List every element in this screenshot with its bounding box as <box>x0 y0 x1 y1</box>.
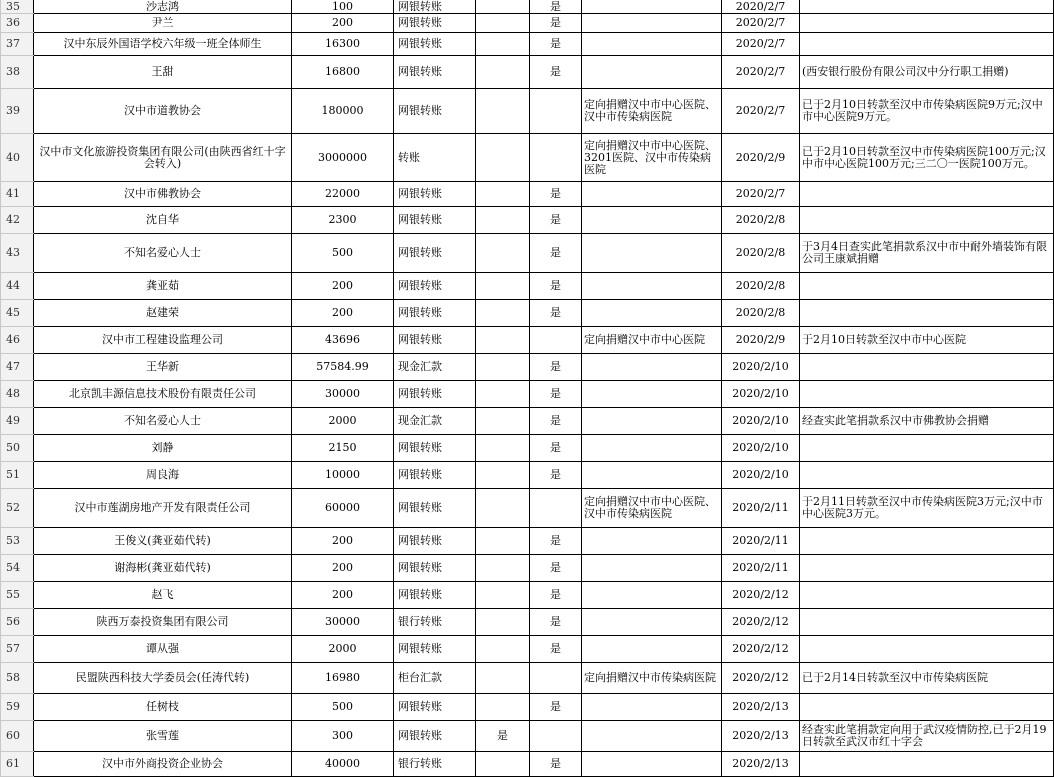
row-number[interactable]: 50 <box>1 435 34 462</box>
cell-method[interactable]: 网银转账 <box>394 182 476 207</box>
row-number[interactable]: 38 <box>1 56 34 89</box>
cell-method[interactable]: 网银转账 <box>394 0 476 14</box>
cell-mark-a[interactable] <box>476 381 530 408</box>
cell-amount[interactable]: 300 <box>292 721 394 752</box>
cell-note[interactable]: 已于2月14日转款至汉中市传染病医院 <box>800 663 1054 694</box>
cell-note[interactable] <box>800 752 1054 777</box>
cell-donor[interactable]: 汉中东辰外国语学校六年级一班全体师生 <box>34 33 292 56</box>
cell-method[interactable]: 网银转账 <box>394 555 476 582</box>
cell-date[interactable]: 2020/2/10 <box>722 354 800 381</box>
row-number[interactable]: 48 <box>1 381 34 408</box>
cell-donor[interactable]: 汉中市外商投资企业协会 <box>34 752 292 777</box>
cell-mark-b[interactable]: 是 <box>530 435 582 462</box>
cell-mark-b[interactable]: 是 <box>530 582 582 609</box>
cell-method[interactable]: 网银转账 <box>394 381 476 408</box>
cell-date[interactable]: 2020/2/13 <box>722 721 800 752</box>
cell-note[interactable] <box>800 528 1054 555</box>
cell-purpose[interactable] <box>582 435 722 462</box>
cell-mark-a[interactable] <box>476 609 530 636</box>
cell-donor[interactable]: 不知名爱心人士 <box>34 234 292 273</box>
row-number[interactable]: 51 <box>1 462 34 489</box>
cell-date[interactable]: 2020/2/7 <box>722 14 800 33</box>
cell-purpose[interactable]: 定向捐赠汉中市传染病医院 <box>582 663 722 694</box>
cell-mark-b[interactable] <box>530 89 582 134</box>
cell-note[interactable] <box>800 0 1054 14</box>
cell-method[interactable]: 网银转账 <box>394 327 476 354</box>
cell-method[interactable]: 网银转账 <box>394 435 476 462</box>
cell-mark-b[interactable] <box>530 134 582 182</box>
cell-mark-b[interactable]: 是 <box>530 33 582 56</box>
row-number[interactable]: 35 <box>1 0 34 14</box>
cell-note[interactable] <box>800 354 1054 381</box>
row-number[interactable]: 55 <box>1 582 34 609</box>
cell-mark-b[interactable]: 是 <box>530 354 582 381</box>
cell-donor[interactable]: 王俊义(龚亚茹代转) <box>34 528 292 555</box>
cell-date[interactable]: 2020/2/11 <box>722 528 800 555</box>
cell-date[interactable]: 2020/2/8 <box>722 273 800 300</box>
cell-donor[interactable]: 龚亚茹 <box>34 273 292 300</box>
cell-mark-a[interactable] <box>476 489 530 528</box>
cell-amount[interactable]: 57584.99 <box>292 354 394 381</box>
cell-method[interactable]: 网银转账 <box>394 56 476 89</box>
cell-amount[interactable]: 3000000 <box>292 134 394 182</box>
row-number[interactable]: 56 <box>1 609 34 636</box>
cell-donor[interactable]: 刘静 <box>34 435 292 462</box>
cell-date[interactable]: 2020/2/9 <box>722 134 800 182</box>
table-row[interactable] <box>1 0 1054 14</box>
cell-method[interactable]: 网银转账 <box>394 694 476 721</box>
cell-date[interactable]: 2020/2/7 <box>722 0 800 14</box>
cell-amount[interactable]: 500 <box>292 234 394 273</box>
cell-mark-a[interactable] <box>476 273 530 300</box>
cell-mark-b[interactable]: 是 <box>530 207 582 234</box>
cell-note[interactable] <box>800 207 1054 234</box>
cell-donor[interactable]: 赵飞 <box>34 582 292 609</box>
cell-date[interactable]: 2020/2/8 <box>722 300 800 327</box>
cell-mark-b[interactable]: 是 <box>530 0 582 14</box>
table-row[interactable] <box>1 14 1054 33</box>
cell-amount[interactable]: 200 <box>292 528 394 555</box>
cell-method[interactable]: 网银转账 <box>394 489 476 528</box>
cell-mark-b[interactable] <box>530 721 582 752</box>
cell-mark-b[interactable] <box>530 489 582 528</box>
cell-date[interactable]: 2020/2/10 <box>722 408 800 435</box>
cell-date[interactable]: 2020/2/10 <box>722 381 800 408</box>
cell-method[interactable]: 现金汇款 <box>394 408 476 435</box>
cell-note[interactable]: (西安银行股份有限公司汉中分行职工捐赠) <box>800 56 1054 89</box>
cell-mark-b[interactable]: 是 <box>530 234 582 273</box>
cell-mark-b[interactable] <box>530 663 582 694</box>
row-number[interactable]: 45 <box>1 300 34 327</box>
cell-mark-b[interactable]: 是 <box>530 300 582 327</box>
cell-mark-a[interactable] <box>476 182 530 207</box>
cell-purpose[interactable] <box>582 462 722 489</box>
cell-amount[interactable]: 30000 <box>292 609 394 636</box>
cell-method[interactable]: 网银转账 <box>394 234 476 273</box>
cell-mark-b[interactable]: 是 <box>530 14 582 33</box>
cell-purpose[interactable] <box>582 609 722 636</box>
row-number[interactable]: 42 <box>1 207 34 234</box>
cell-mark-a[interactable] <box>476 300 530 327</box>
row-number[interactable]: 40 <box>1 134 34 182</box>
cell-amount[interactable]: 16980 <box>292 663 394 694</box>
table-row[interactable] <box>1 663 1054 694</box>
cell-mark-a[interactable] <box>476 207 530 234</box>
cell-purpose[interactable] <box>582 354 722 381</box>
table-row[interactable] <box>1 582 1054 609</box>
row-number[interactable]: 49 <box>1 408 34 435</box>
cell-donor[interactable]: 任树枝 <box>34 694 292 721</box>
cell-date[interactable]: 2020/2/12 <box>722 663 800 694</box>
cell-donor[interactable]: 北京凯丰源信息技术股份有限责任公司 <box>34 381 292 408</box>
cell-date[interactable]: 2020/2/8 <box>722 207 800 234</box>
cell-amount[interactable]: 500 <box>292 694 394 721</box>
table-row[interactable] <box>1 207 1054 234</box>
cell-donor[interactable]: 民盟陕西科技大学委员会(任涛代转) <box>34 663 292 694</box>
cell-method[interactable]: 现金汇款 <box>394 354 476 381</box>
cell-mark-b[interactable]: 是 <box>530 528 582 555</box>
cell-date[interactable]: 2020/2/13 <box>722 752 800 777</box>
cell-method[interactable]: 网银转账 <box>394 636 476 663</box>
cell-purpose[interactable] <box>582 273 722 300</box>
cell-method[interactable]: 网银转账 <box>394 207 476 234</box>
cell-amount[interactable]: 2000 <box>292 636 394 663</box>
row-number[interactable]: 47 <box>1 354 34 381</box>
cell-note[interactable] <box>800 381 1054 408</box>
cell-purpose[interactable]: 定向捐赠汉中市中心医院、汉中市传染病医院 <box>582 489 722 528</box>
table-body <box>1 0 1054 777</box>
table-row[interactable] <box>1 609 1054 636</box>
cell-mark-b[interactable]: 是 <box>530 609 582 636</box>
row-number[interactable]: 46 <box>1 327 34 354</box>
table-row[interactable] <box>1 327 1054 354</box>
table-row[interactable] <box>1 381 1054 408</box>
cell-method[interactable]: 转账 <box>394 134 476 182</box>
cell-mark-a[interactable] <box>476 89 530 134</box>
cell-amount[interactable]: 2300 <box>292 207 394 234</box>
cell-date[interactable]: 2020/2/10 <box>722 462 800 489</box>
cell-amount[interactable]: 16300 <box>292 33 394 56</box>
table-row[interactable] <box>1 555 1054 582</box>
table-row[interactable] <box>1 528 1054 555</box>
cell-date[interactable]: 2020/2/11 <box>722 489 800 528</box>
row-number[interactable]: 39 <box>1 89 34 134</box>
cell-amount[interactable]: 30000 <box>292 381 394 408</box>
cell-purpose[interactable] <box>582 300 722 327</box>
cell-mark-b[interactable]: 是 <box>530 56 582 89</box>
row-number[interactable]: 60 <box>1 721 34 752</box>
table-row[interactable] <box>1 354 1054 381</box>
cell-mark-b[interactable]: 是 <box>530 381 582 408</box>
row-number[interactable]: 44 <box>1 273 34 300</box>
table-row[interactable] <box>1 234 1054 273</box>
cell-method[interactable]: 银行转账 <box>394 752 476 777</box>
cell-purpose[interactable] <box>582 56 722 89</box>
cell-donor[interactable]: 沙志鸿 <box>34 0 292 14</box>
cell-amount[interactable]: 43696 <box>292 327 394 354</box>
cell-method[interactable]: 柜台汇款 <box>394 663 476 694</box>
cell-method[interactable]: 银行转账 <box>394 609 476 636</box>
cell-purpose[interactable]: 定向捐赠汉中市中心医院 <box>582 327 722 354</box>
cell-mark-b[interactable]: 是 <box>530 555 582 582</box>
cell-note[interactable] <box>800 182 1054 207</box>
cell-mark-a[interactable] <box>476 528 530 555</box>
row-number[interactable]: 53 <box>1 528 34 555</box>
cell-purpose[interactable] <box>582 636 722 663</box>
cell-note[interactable]: 已于2月10日转款至汉中市传染病医院100万元;汉中市中心医院100万元;三二〇一医院100万元。 <box>800 134 1054 182</box>
cell-mark-a[interactable] <box>476 435 530 462</box>
cell-note[interactable]: 于2月11日转款至汉中市传染病医院3万元;汉中市中心医院3万元。 <box>800 489 1054 528</box>
cell-donor[interactable]: 赵建荣 <box>34 300 292 327</box>
cell-date[interactable]: 2020/2/7 <box>722 33 800 56</box>
cell-note[interactable] <box>800 609 1054 636</box>
cell-donor[interactable]: 王甜 <box>34 56 292 89</box>
table-row[interactable] <box>1 489 1054 528</box>
cell-method[interactable]: 网银转账 <box>394 462 476 489</box>
cell-date[interactable]: 2020/2/12 <box>722 582 800 609</box>
cell-mark-a[interactable] <box>476 555 530 582</box>
cell-donor[interactable]: 汉中市佛教协会 <box>34 182 292 207</box>
table-row[interactable] <box>1 134 1054 182</box>
cell-amount[interactable]: 200 <box>292 273 394 300</box>
cell-mark-a[interactable] <box>476 134 530 182</box>
cell-note[interactable] <box>800 435 1054 462</box>
table-row[interactable] <box>1 636 1054 663</box>
table-row[interactable] <box>1 300 1054 327</box>
cell-amount[interactable]: 200 <box>292 14 394 33</box>
cell-purpose[interactable] <box>582 33 722 56</box>
cell-purpose[interactable] <box>582 381 722 408</box>
cell-mark-b[interactable]: 是 <box>530 636 582 663</box>
cell-mark-a[interactable] <box>476 752 530 777</box>
table-row[interactable] <box>1 435 1054 462</box>
cell-note[interactable]: 经查实此笔捐款定向用于武汉疫情防控,已于2月19日转款至武汉市红十字会 <box>800 721 1054 752</box>
cell-purpose[interactable] <box>582 14 722 33</box>
cell-mark-b[interactable] <box>530 327 582 354</box>
table-row[interactable] <box>1 408 1054 435</box>
cell-method[interactable]: 网银转账 <box>394 14 476 33</box>
row-number[interactable]: 57 <box>1 636 34 663</box>
cell-date[interactable]: 2020/2/8 <box>722 234 800 273</box>
cell-note[interactable] <box>800 636 1054 663</box>
cell-note[interactable]: 经查实此笔捐款系汉中市佛教协会捐赠 <box>800 408 1054 435</box>
table-row[interactable] <box>1 462 1054 489</box>
cell-amount[interactable]: 22000 <box>292 182 394 207</box>
row-number[interactable]: 59 <box>1 694 34 721</box>
cell-note[interactable] <box>800 462 1054 489</box>
cell-amount[interactable]: 200 <box>292 555 394 582</box>
cell-mark-a[interactable] <box>476 663 530 694</box>
cell-note[interactable] <box>800 33 1054 56</box>
row-number[interactable]: 41 <box>1 182 34 207</box>
cell-donor[interactable]: 不知名爱心人士 <box>34 408 292 435</box>
cell-note[interactable]: 已于2月10日转款至汉中市传染病医院9万元;汉中市中心医院9万元。 <box>800 89 1054 134</box>
cell-amount[interactable]: 2000 <box>292 408 394 435</box>
cell-amount[interactable]: 200 <box>292 582 394 609</box>
cell-note[interactable]: 于2月10日转款至汉中市中心医院 <box>800 327 1054 354</box>
cell-mark-a[interactable] <box>476 408 530 435</box>
cell-mark-b[interactable]: 是 <box>530 694 582 721</box>
cell-mark-a[interactable]: 是 <box>476 721 530 752</box>
cell-donor[interactable]: 汉中市道教协会 <box>34 89 292 134</box>
row-number[interactable]: 37 <box>1 33 34 56</box>
cell-donor[interactable]: 汉中市莲湖房地产开发有限责任公司 <box>34 489 292 528</box>
row-number[interactable]: 36 <box>1 14 34 33</box>
cell-donor[interactable]: 谢海彬(龚亚茹代转) <box>34 555 292 582</box>
cell-mark-a[interactable] <box>476 636 530 663</box>
cell-date[interactable]: 2020/2/9 <box>722 327 800 354</box>
cell-amount[interactable]: 200 <box>292 300 394 327</box>
cell-date[interactable]: 2020/2/12 <box>722 636 800 663</box>
table-row[interactable] <box>1 752 1054 777</box>
cell-purpose[interactable] <box>582 0 722 14</box>
cell-purpose[interactable] <box>582 408 722 435</box>
cell-donor[interactable]: 尹兰 <box>34 14 292 33</box>
cell-mark-b[interactable]: 是 <box>530 408 582 435</box>
cell-donor[interactable]: 张雪莲 <box>34 721 292 752</box>
row-number[interactable]: 52 <box>1 489 34 528</box>
cell-donor[interactable]: 谭从强 <box>34 636 292 663</box>
cell-amount[interactable]: 2150 <box>292 435 394 462</box>
cell-note[interactable]: 于3月4日查实此笔捐款系汉中市中耐外墙装饰有限公司王康斌捐赠 <box>800 234 1054 273</box>
cell-date[interactable]: 2020/2/12 <box>722 609 800 636</box>
cell-amount[interactable]: 60000 <box>292 489 394 528</box>
cell-method[interactable]: 网银转账 <box>394 273 476 300</box>
cell-mark-a[interactable] <box>476 234 530 273</box>
cell-mark-a[interactable] <box>476 694 530 721</box>
cell-date[interactable]: 2020/2/11 <box>722 555 800 582</box>
row-number[interactable]: 54 <box>1 555 34 582</box>
cell-note[interactable] <box>800 300 1054 327</box>
cell-note[interactable] <box>800 555 1054 582</box>
cell-mark-b[interactable]: 是 <box>530 182 582 207</box>
cell-note[interactable] <box>800 694 1054 721</box>
cell-purpose[interactable] <box>582 234 722 273</box>
cell-purpose[interactable] <box>582 555 722 582</box>
cell-method[interactable]: 网银转账 <box>394 300 476 327</box>
cell-mark-a[interactable] <box>476 354 530 381</box>
cell-amount[interactable]: 10000 <box>292 462 394 489</box>
cell-date[interactable]: 2020/2/13 <box>722 694 800 721</box>
cell-amount[interactable]: 180000 <box>292 89 394 134</box>
cell-amount[interactable]: 40000 <box>292 752 394 777</box>
table-row[interactable] <box>1 89 1054 134</box>
cell-date[interactable]: 2020/2/7 <box>722 182 800 207</box>
table-row[interactable] <box>1 33 1054 56</box>
cell-purpose[interactable] <box>582 694 722 721</box>
table-row[interactable] <box>1 694 1054 721</box>
cell-mark-a[interactable] <box>476 462 530 489</box>
cell-method[interactable]: 网银转账 <box>394 33 476 56</box>
row-number[interactable]: 58 <box>1 663 34 694</box>
row-number[interactable]: 43 <box>1 234 34 273</box>
cell-mark-a[interactable] <box>476 56 530 89</box>
cell-donor[interactable]: 陕西万泰投资集团有限公司 <box>34 609 292 636</box>
cell-donor[interactable]: 汉中市工程建设监理公司 <box>34 327 292 354</box>
cell-mark-a[interactable] <box>476 0 530 14</box>
cell-donor[interactable]: 汉中市文化旅游投资集团有限公司(由陕西省红十字会转入) <box>34 134 292 182</box>
cell-purpose[interactable] <box>582 721 722 752</box>
cell-note[interactable] <box>800 273 1054 300</box>
cell-method[interactable]: 网银转账 <box>394 582 476 609</box>
cell-method[interactable]: 网银转账 <box>394 528 476 555</box>
cell-donor[interactable]: 周良海 <box>34 462 292 489</box>
cell-date[interactable]: 2020/2/7 <box>722 89 800 134</box>
cell-mark-a[interactable] <box>476 14 530 33</box>
table-row[interactable] <box>1 56 1054 89</box>
cell-date[interactable]: 2020/2/10 <box>722 435 800 462</box>
row-number[interactable]: 61 <box>1 752 34 777</box>
cell-purpose[interactable]: 定向捐赠汉中市中心医院、3201医院、汉中市传染病医院 <box>582 134 722 182</box>
cell-donor[interactable]: 沈自华 <box>34 207 292 234</box>
cell-method[interactable]: 网银转账 <box>394 721 476 752</box>
cell-mark-a[interactable] <box>476 327 530 354</box>
cell-date[interactable]: 2020/2/7 <box>722 56 800 89</box>
cell-mark-a[interactable] <box>476 33 530 56</box>
cell-purpose[interactable]: 定向捐赠汉中市中心医院、汉中市传染病医院 <box>582 89 722 134</box>
cell-purpose[interactable] <box>582 207 722 234</box>
cell-mark-b[interactable]: 是 <box>530 273 582 300</box>
cell-mark-b[interactable]: 是 <box>530 462 582 489</box>
cell-purpose[interactable] <box>582 752 722 777</box>
cell-note[interactable] <box>800 582 1054 609</box>
cell-note[interactable] <box>800 14 1054 33</box>
cell-amount[interactable]: 100 <box>292 0 394 14</box>
cell-purpose[interactable] <box>582 582 722 609</box>
cell-amount[interactable]: 16800 <box>292 56 394 89</box>
table-row[interactable] <box>1 273 1054 300</box>
cell-mark-b[interactable]: 是 <box>530 752 582 777</box>
cell-purpose[interactable] <box>582 528 722 555</box>
table-row[interactable] <box>1 182 1054 207</box>
table-row[interactable] <box>1 721 1054 752</box>
cell-mark-a[interactable] <box>476 582 530 609</box>
cell-purpose[interactable] <box>582 182 722 207</box>
cell-method[interactable]: 网银转账 <box>394 89 476 134</box>
cell-donor[interactable]: 王华新 <box>34 354 292 381</box>
